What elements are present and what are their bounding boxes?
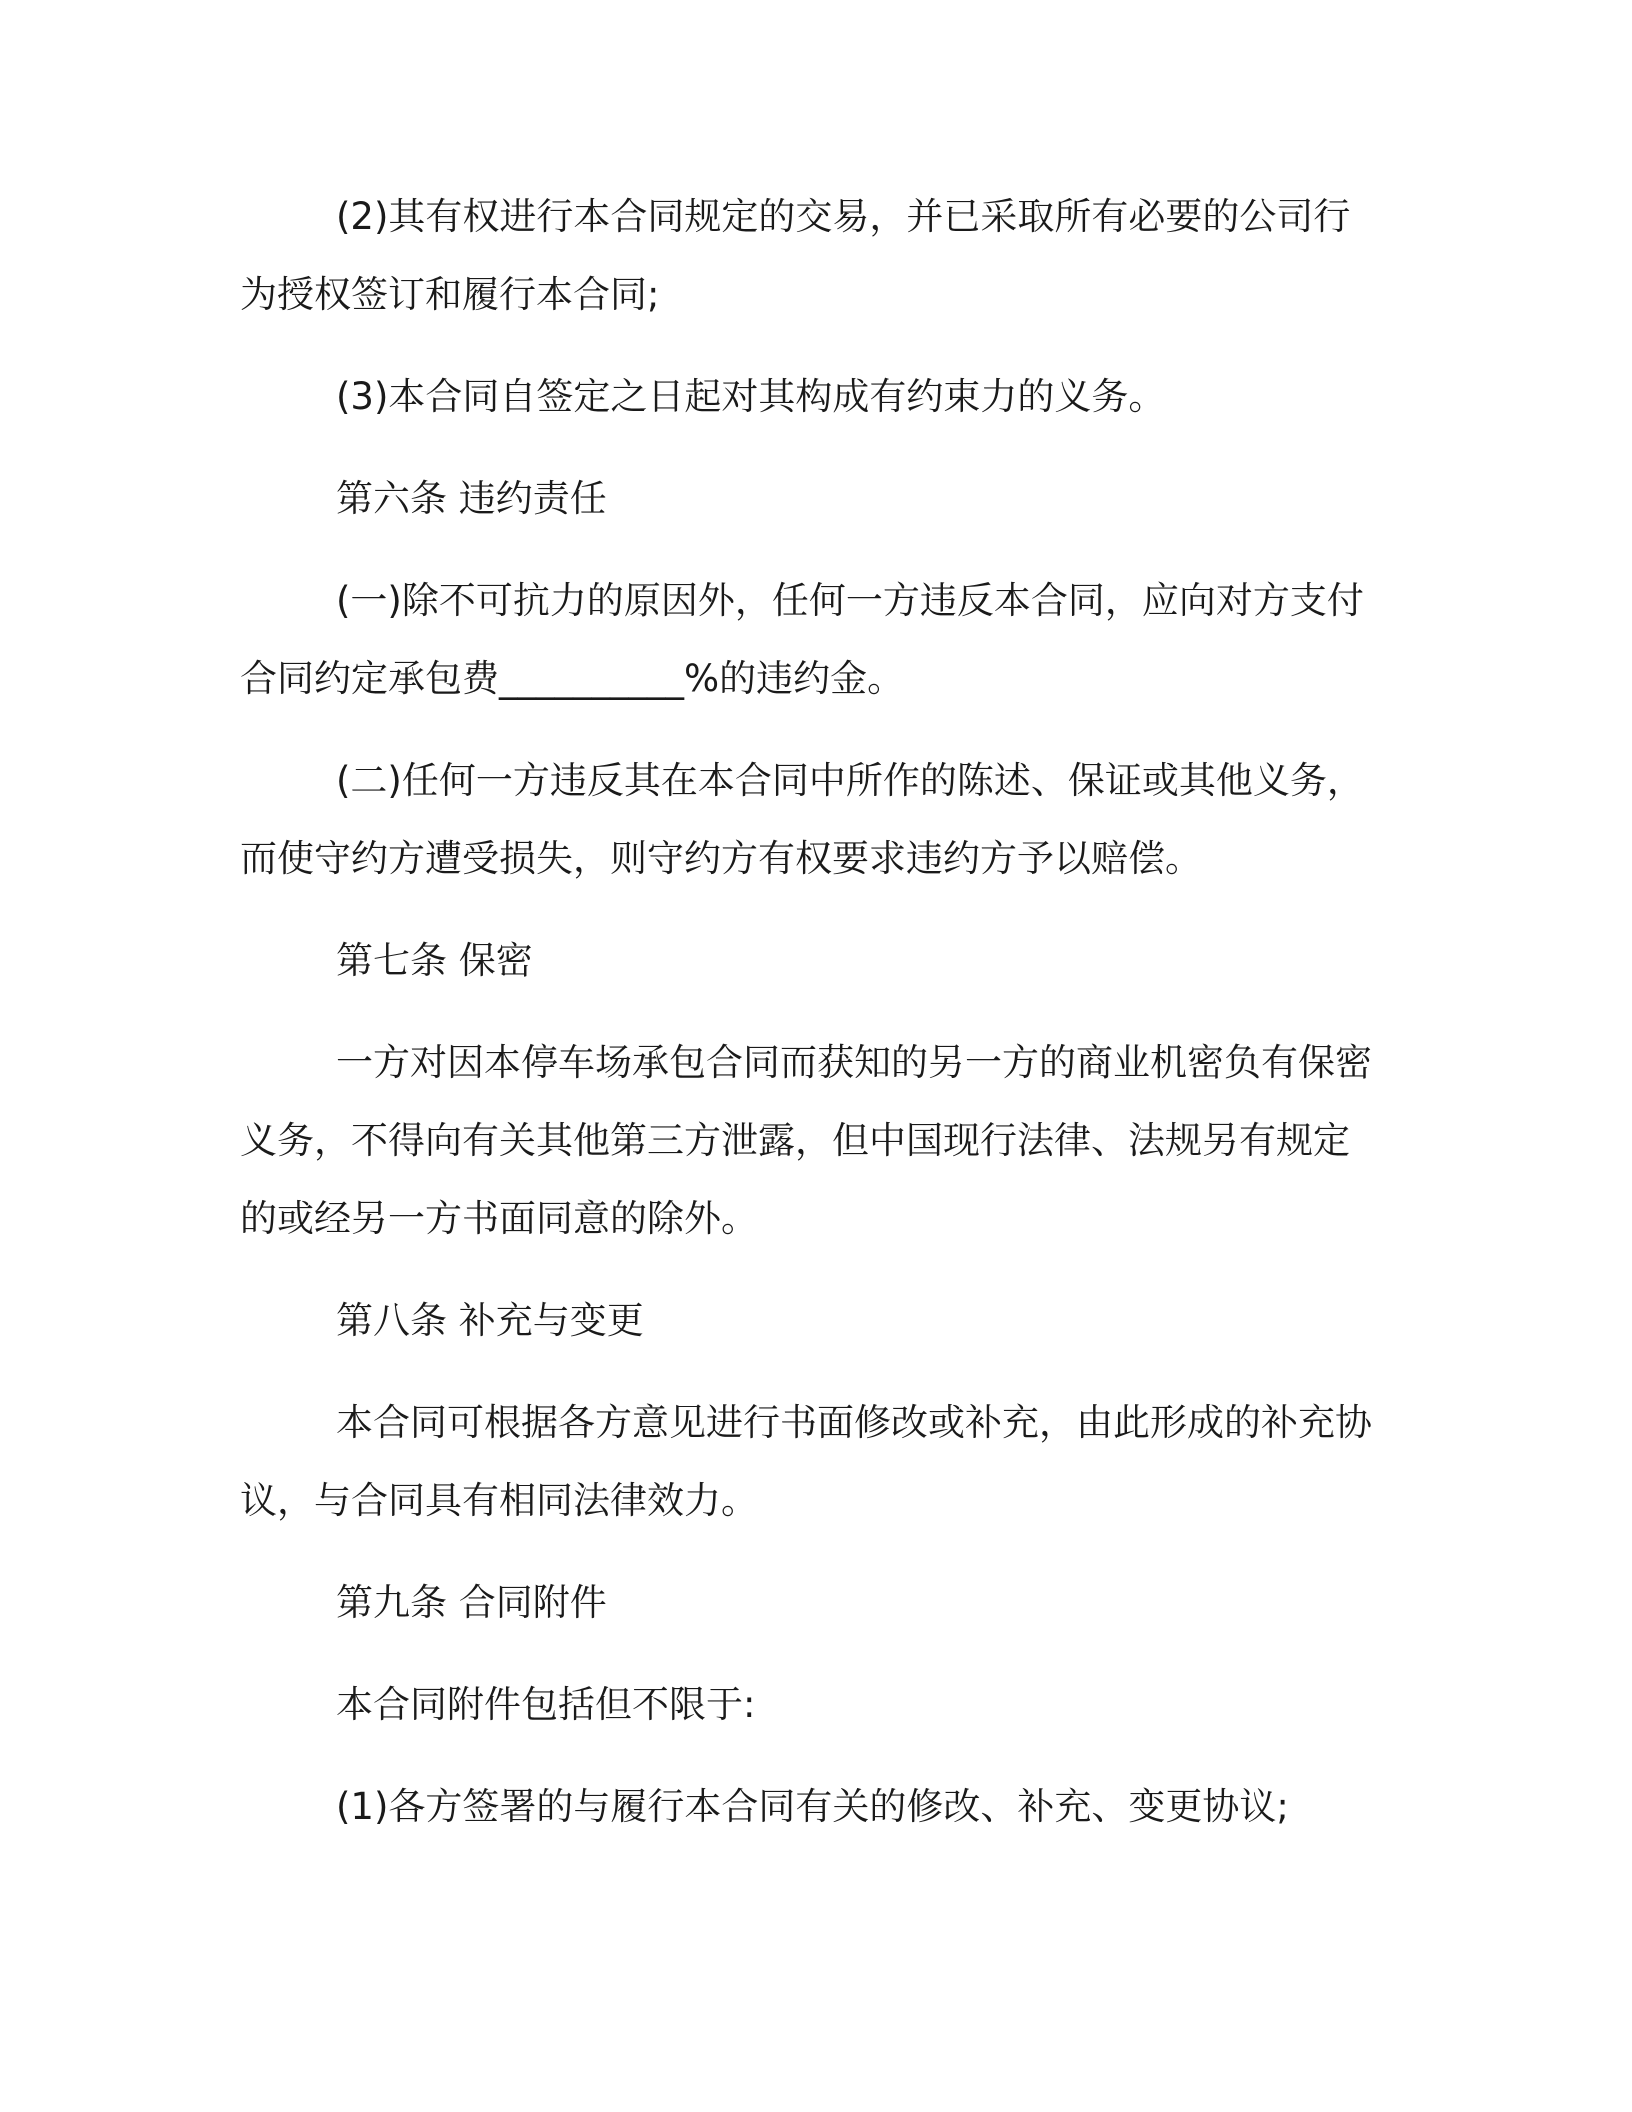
paragraph: [240, 1768, 1380, 1846]
section-heading: [240, 1564, 1380, 1642]
text-line: 第九条 合同附件: [336, 1581, 607, 1624]
text-line: 第八条 补充与变更: [336, 1299, 644, 1342]
paragraph: [240, 1024, 1380, 1258]
section-heading: [240, 922, 1380, 1000]
text-line: 一方对因本停车场承包合同而获知的另一方的商业机密负有保密: [336, 1041, 1372, 1084]
text-line: (1)各方签署的与履行本合同有关的修改、补充、变更协议;: [336, 1785, 1289, 1828]
text-line: 而使守约方遭受损失，则守约方有权要求违约方予以赔偿。: [240, 837, 1202, 880]
text-line: (一)除不可抗力的原因外，任何一方违反本合同，应向对方支付: [336, 579, 1364, 622]
paragraph: [240, 562, 1380, 718]
text-line: 议，与合同具有相同法律效力。: [240, 1479, 758, 1522]
text-line: 的或经另一方书面同意的除外。: [240, 1197, 758, 1240]
text-line: 本合同附件包括但不限于:: [336, 1683, 756, 1726]
text-line: 第六条 违约责任: [336, 477, 607, 520]
paragraph: [240, 1384, 1380, 1540]
text-line: (2)其有权进行本合同规定的交易，并已采取所有必要的公司行: [336, 195, 1351, 238]
section-heading: [240, 1282, 1380, 1360]
paragraph: [240, 1666, 1380, 1744]
text-line: (二)任何一方违反其在本合同中所作的陈述、保证或其他义务，: [336, 759, 1364, 802]
paragraph: [240, 358, 1380, 436]
text-line: 本合同可根据各方意见进行书面修改或补充，由此形成的补充协: [336, 1401, 1372, 1444]
paragraph: [240, 742, 1380, 898]
text-line: 第七条 保密: [336, 939, 533, 982]
text-line: (3)本合同自签定之日起对其构成有约束力的义务。: [336, 375, 1166, 418]
document-body: [240, 178, 1380, 1870]
text-line: 为授权签订和履行本合同;: [240, 273, 660, 316]
text-line: 义务，不得向有关其他第三方泄露，但中国现行法律、法规另有规定: [240, 1119, 1350, 1162]
text-line: 合同约定承包费__________%的违约金。: [240, 657, 905, 700]
paragraph: [240, 178, 1380, 334]
section-heading: [240, 460, 1380, 538]
